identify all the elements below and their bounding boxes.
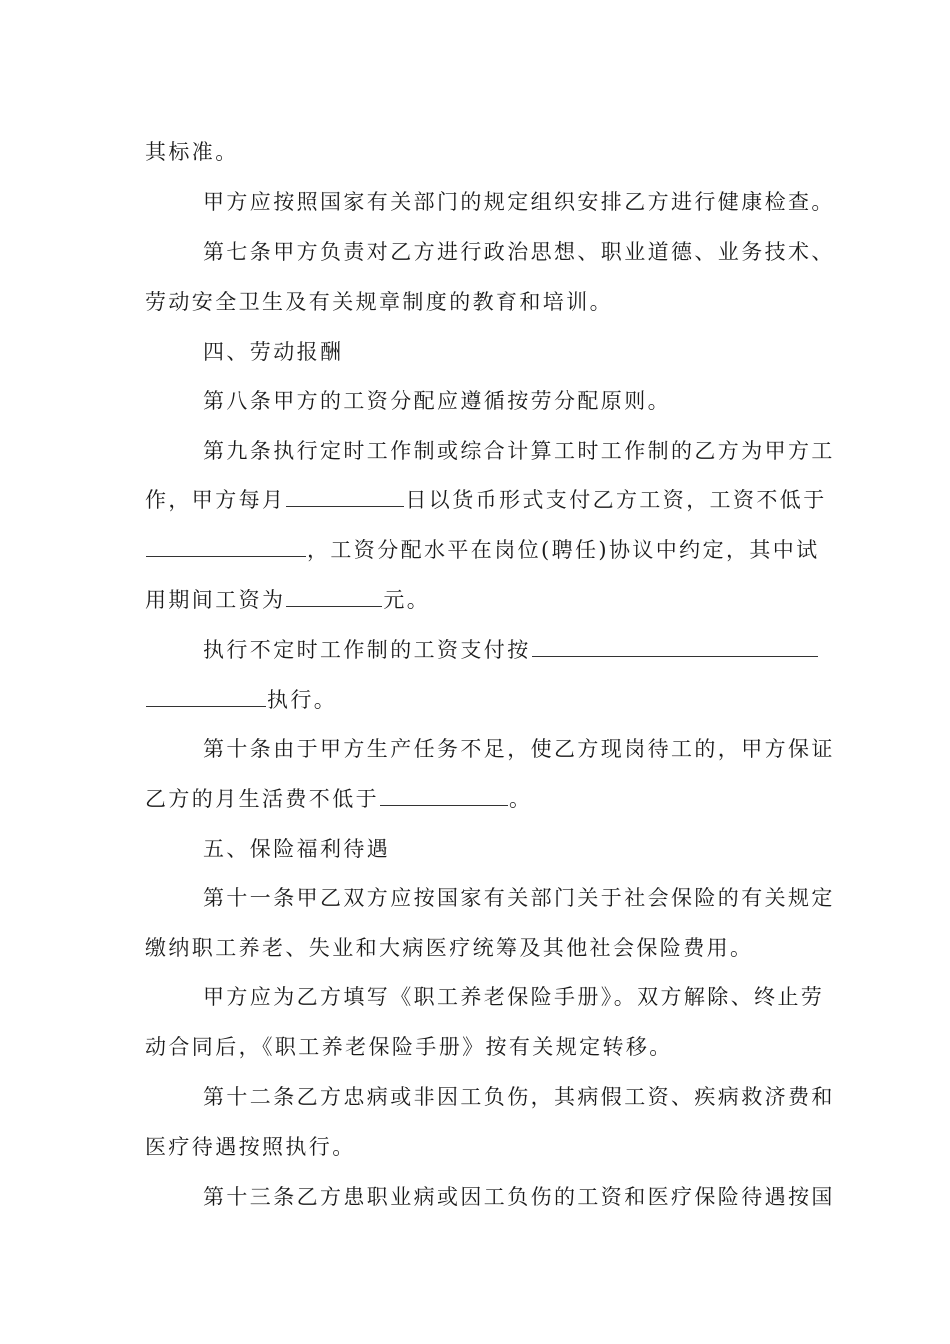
- line-text: 用期间工资为: [145, 588, 286, 612]
- section-heading: 五、保险福利待遇: [203, 837, 391, 861]
- paragraph-line: 第十一条甲乙双方应按国家有关部门关于社会保险的有关规定: [203, 886, 835, 910]
- paragraph-line: 第九条执行定时工作制或综合计算工时工作制的乙方为甲方工: [203, 439, 835, 463]
- paragraph-line: 第十三条乙方患职业病或因工负伤的工资和医疗保险待遇按国: [203, 1185, 835, 1209]
- line-text: 元。: [383, 588, 431, 612]
- paragraph-line: 第八条甲方的工资分配应遵循按劳分配原则。: [203, 389, 671, 413]
- line-text: 执行。: [267, 688, 338, 712]
- paragraph-line: [145, 485, 827, 515]
- paragraph-line: [145, 685, 807, 715]
- paragraph-line: 医疗待遇按照执行。: [145, 1135, 356, 1159]
- fill-in-blank: [532, 636, 818, 657]
- line-text: 日以货币形式支付乙方工资，工资不低于: [405, 488, 827, 512]
- paragraph-line: 缴纳职工养老、失业和大病医疗统筹及其他社会保险费用。: [145, 936, 754, 960]
- fill-in-blank: [146, 686, 266, 707]
- paragraph-line: 第七条甲方负责对乙方进行政治思想、职业道德、业务技术、: [203, 240, 835, 264]
- paragraph-line: 劳动安全卫生及有关规章制度的教育和培训。: [145, 290, 613, 314]
- paragraph-line: 动合同后，《职工养老保险手册》按有关规定转移。: [145, 1035, 673, 1059]
- paragraph-line: 甲方应按照国家有关部门的规定组织安排乙方进行健康检查。: [203, 190, 835, 214]
- paragraph-line: [145, 535, 820, 565]
- fill-in-blank: [286, 586, 382, 607]
- line-text: 乙方的月生活费不低于: [145, 787, 379, 811]
- paragraph-line: 第十二条乙方忠病或非因工负伤，其病假工资、疾病救济费和: [203, 1085, 835, 1109]
- line-text: 执行不定时工作制的工资支付按: [203, 638, 531, 662]
- paragraph-line: [203, 635, 807, 665]
- paragraph-line: 甲方应为乙方填写《职工养老保险手册》。双方解除、终止劳: [203, 985, 825, 1009]
- paragraph-line: [145, 585, 807, 615]
- paragraph-line: 其标准。: [145, 140, 239, 164]
- fill-in-blank: [146, 536, 306, 557]
- fill-in-blank: [380, 785, 508, 806]
- fill-in-blank: [286, 486, 404, 507]
- paragraph-line: 第十条由于甲方生产任务不足，使乙方现岗待工的，甲方保证: [203, 737, 835, 761]
- section-heading: 四、劳动报酬: [203, 340, 344, 364]
- paragraph-line: [145, 784, 807, 814]
- line-text: 作，甲方每月: [145, 488, 286, 512]
- line-text: 。: [509, 787, 533, 811]
- line-text: ，工资分配水平在岗位(聘任)协议中约定，其中试: [307, 538, 820, 562]
